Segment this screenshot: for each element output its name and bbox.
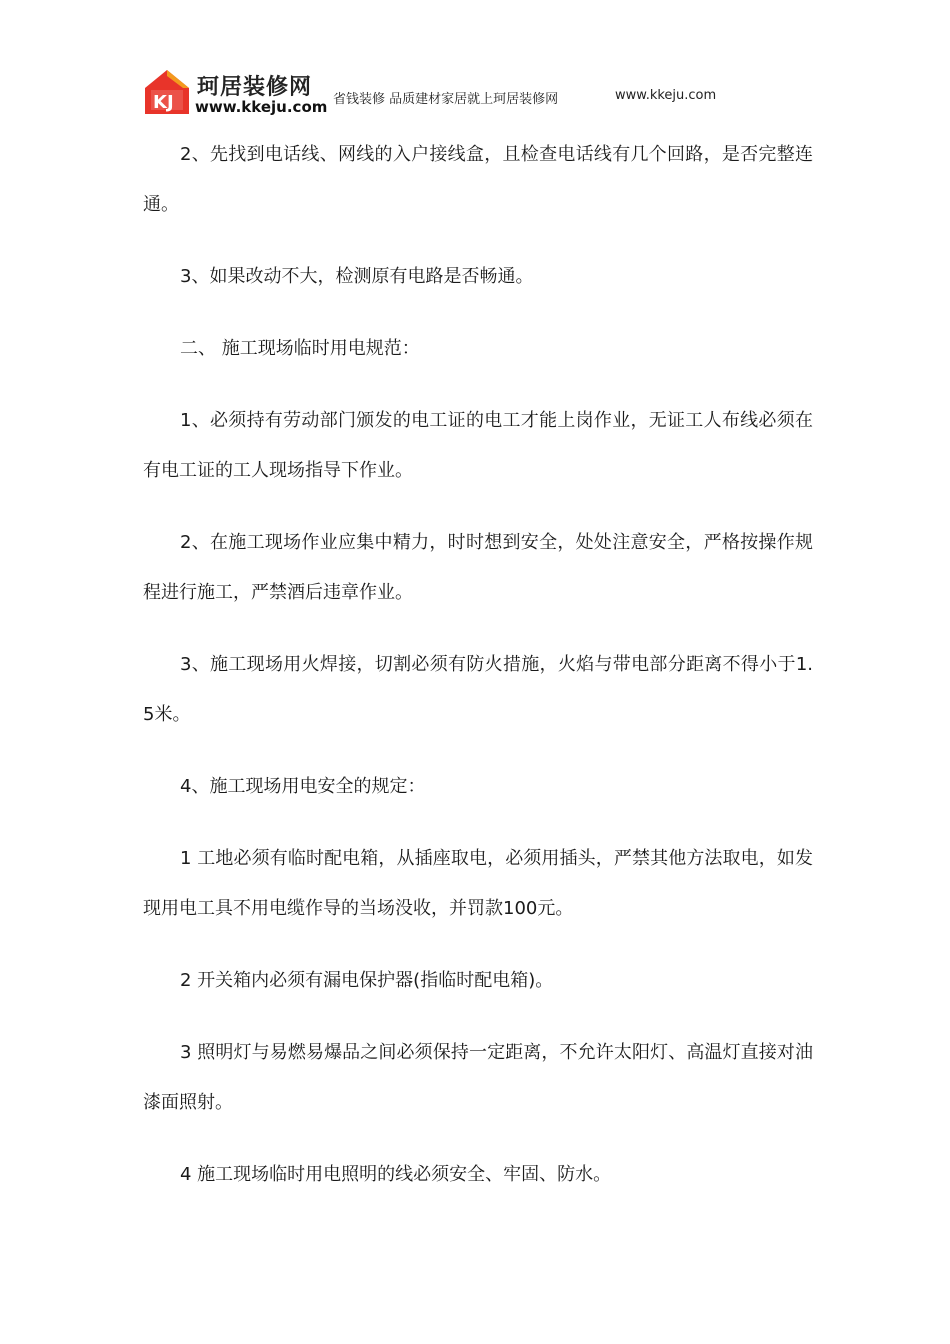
paragraph: 3 照明灯与易燃易爆品之间必须保持一定距离，不允许太阳灯、高温灯直接对油漆面照射。 (143, 1042, 813, 1113)
section-heading: 二、 施工现场临时用电规范： (180, 338, 420, 359)
house-logo-icon (143, 68, 191, 116)
page-header (143, 68, 823, 120)
document-body (143, 130, 813, 1200)
header-site-url[interactable]: www.kkeju.com (615, 88, 717, 103)
paragraph: 1、必须持有劳动部门颁发的电工证的电工才能上岗作业，无证工人布线必须在有电工证的工人现场指导下作业。 (143, 410, 813, 481)
header-slogan: 省钱装修 品质建材家居就上珂居装修网 (333, 92, 559, 107)
svg-text:KJ: KJ (153, 92, 174, 113)
paragraph: 2、先找到电话线、网线的入户接线盒，且检查电话线有几个回路，是否完整连通。 (143, 144, 813, 215)
paragraph: 3、如果改动不大，检测原有电路是否畅通。 (180, 266, 534, 287)
paragraph: 2、在施工现场作业应集中精力，时时想到安全，处处注意安全，严格按操作规程进行施工，严禁酒后违章作业。 (143, 532, 813, 603)
logo-url: www.kkeju.com (195, 98, 328, 116)
paragraph: 2 开关箱内必须有漏电保护器(指临时配电箱)。 (180, 970, 554, 991)
paragraph: 3、施工现场用火焊接，切割必须有防火措施，火焰与带电部分距离不得小于1.5米。 (143, 654, 813, 725)
paragraph: 4 施工现场临时用电照明的线必须安全、牢固、防水。 (180, 1164, 612, 1185)
paragraph: 1 工地必须有临时配电箱，从插座取电，必须用插头，严禁其他方法取电，如发现用电工具不用电缆作导的当场没收，并罚款100元。 (143, 848, 813, 919)
logo-brand-name: 珂居装修网 (197, 75, 313, 100)
paragraph: 4、施工现场用电安全的规定： (180, 776, 426, 797)
